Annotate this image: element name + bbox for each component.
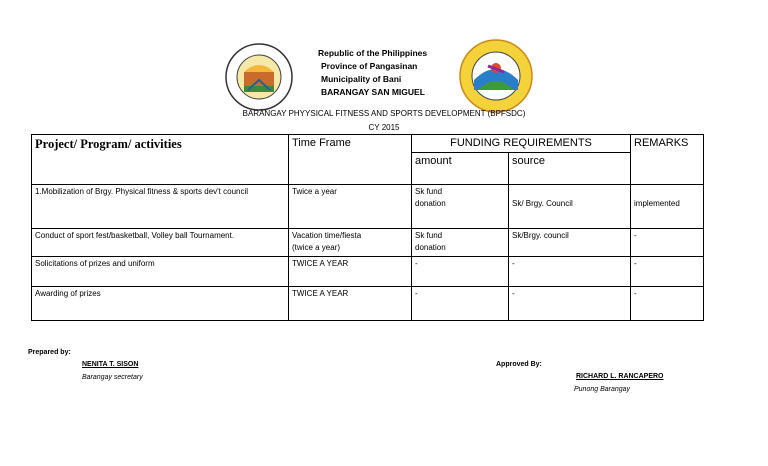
prepared-by-label: Prepared by: [28, 349, 71, 356]
cell-source: - [509, 257, 631, 287]
header-funding: FUNDING REQUIREMENTS [412, 135, 631, 153]
amount-line: donation [415, 199, 446, 208]
time-line: Vacation time/fiesta [292, 231, 362, 240]
cell-remarks: - [631, 287, 704, 321]
table-row [32, 287, 704, 321]
cell-source: Sk/Brgy. council [509, 229, 631, 257]
cell-project: 1.Mobilization of Brgy. Physical fitness & sports dev't council [32, 185, 289, 229]
remarks-text: implemented [634, 199, 680, 208]
bani-municipal-seal [224, 42, 294, 112]
cell-amount: - [412, 287, 509, 321]
cell-project: Solicitations of prizes and uniform [32, 257, 289, 287]
cell-time: TWICE A YEAR [289, 287, 412, 321]
plan-table [31, 134, 704, 321]
time-line: (twice a year) [292, 243, 341, 252]
header-time-frame: Time Frame [289, 135, 412, 185]
cell-remarks: - [631, 257, 704, 287]
amount-line: Sk fund [415, 187, 443, 196]
approved-by-name: RICHARD L. RANCAPERO [576, 373, 664, 380]
header-line-4: BARANGAY SAN MIGUEL [321, 87, 425, 97]
document-year: CY 2015 [368, 123, 400, 132]
cell-amount: - [412, 257, 509, 287]
barangay-san-miguel-seal [458, 38, 534, 114]
header-line-2: Province of Pangasinan [321, 61, 418, 71]
cell-time [289, 229, 412, 257]
prepared-by-name: NENITA T. SISON [82, 361, 139, 368]
prepared-by-title: Barangay secretary [82, 374, 143, 381]
cell-amount [412, 185, 509, 229]
document-title: BARANGAY PHYYSICAL FITNESS AND SPORTS DEVELOPMENT (BPFSDC) [242, 109, 526, 118]
source-text: Sk/ Brgy. Council [512, 199, 573, 208]
table-row [32, 185, 704, 229]
cell-remarks: - [631, 229, 704, 257]
cell-project: Conduct of sport fest/basketball, Volley ball Tournament. [32, 229, 289, 257]
cell-project: Awarding of prizes [32, 287, 289, 321]
approved-by-title: Punong Barangay [574, 386, 631, 393]
header-line-1: Republic of the Philippines [318, 48, 428, 58]
header-remarks: REMARKS [631, 135, 704, 185]
header-project: Project/ Program/ activities [32, 135, 289, 185]
approved-by-label: Approved By: [496, 361, 542, 368]
cell-amount [412, 229, 509, 257]
cell-source: - [509, 287, 631, 321]
header-line-3: Municipality of Bani [321, 74, 402, 84]
cell-time: TWICE A YEAR [289, 257, 412, 287]
cell-remarks [631, 185, 704, 229]
cell-source [509, 185, 631, 229]
cell-time: Twice a year [289, 185, 412, 229]
amount-line: donation [415, 243, 446, 252]
table-row [32, 257, 704, 287]
table-row [32, 229, 704, 257]
amount-line: Sk fund [415, 231, 443, 240]
letterhead [318, 47, 427, 99]
header-amount: amount [412, 153, 509, 185]
header-source: source [509, 153, 631, 185]
